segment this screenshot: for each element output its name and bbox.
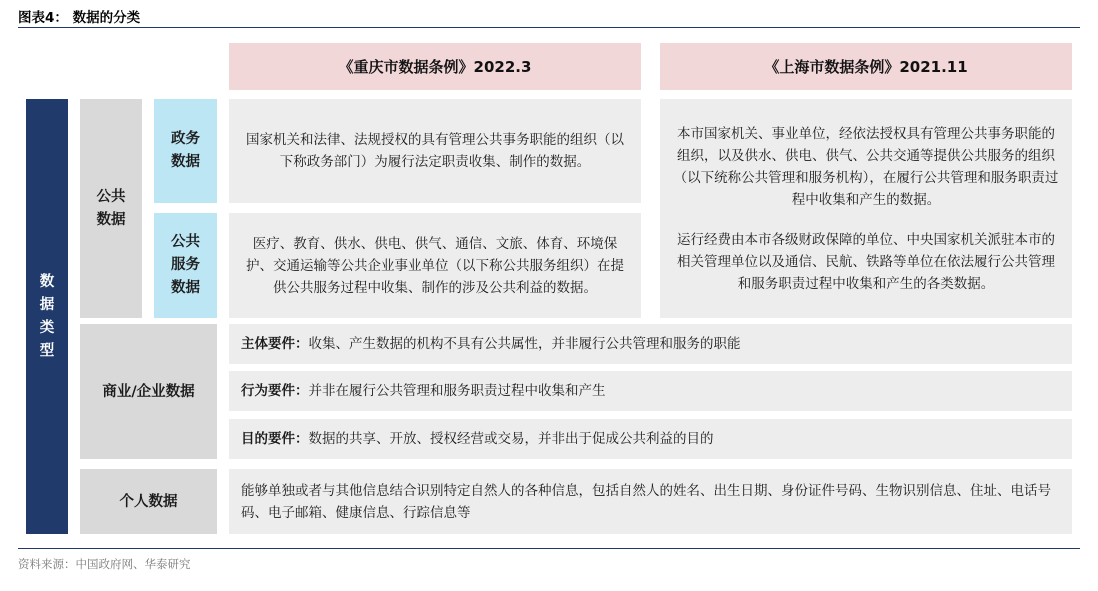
data-type-label (26, 99, 68, 534)
top-rule (18, 27, 1080, 28)
public-service-data-text: 公共服务数据 (171, 234, 200, 296)
personal-data-desc: 能够单独或者与其他信息结合识别特定自然人的各种信息，包括自然人的姓名、出生日期、身份证件号码、生物识别信息、住址、电话号码、电子邮箱、健康信息、行踪信息等 (241, 482, 1051, 521)
business-row-subject (229, 324, 1072, 364)
bottom-rule (18, 548, 1080, 549)
business-row-text: 收集、产生数据的机构不具有公共属性，并非履行公共管理和服务的职能 (308, 336, 741, 352)
header-chongqing: 《重庆市数据条例》2022.3 (229, 43, 641, 90)
business-row-key: 目的要件： (241, 431, 309, 447)
figure-caption: 图表4： 数据的分类 (18, 10, 141, 26)
business-row-behavior (229, 371, 1072, 411)
chongqing-gov-data-text: 国家机关和法律、法规授权的具有管理公共事务职能的组织（以下称政务部门）为履行法定职责收集、制作的数据。 (246, 132, 624, 170)
personal-data-label (80, 469, 217, 534)
business-row-key: 主体要件： (241, 336, 309, 352)
business-data-text: 商业/企业数据 (102, 383, 195, 400)
business-data-label (80, 324, 217, 459)
business-row-text: 数据的共享、开放、授权经营或交易，并非出于促成公共利益的目的 (308, 431, 714, 447)
chongqing-gov-data-cell (229, 99, 641, 203)
public-data-label (80, 99, 142, 318)
header-shanghai: 《上海市数据条例》2021.11 (660, 43, 1072, 90)
public-data-text: 公共数据 (96, 188, 126, 228)
source-note: 资料来源：中国政府网、华泰研究 (18, 557, 191, 571)
shanghai-public-data-p1: 本市国家机关、事业单位，经依法授权具有管理公共事务职能的组织，以及供水、供电、供气、公共交通等提供公共服务的组织（以下统称公共管理和服务机构），在履行公共管理和服务职责过程中收集和产生的数据。 (673, 125, 1059, 208)
shanghai-public-data-cell (660, 99, 1072, 318)
gov-data-text: 政务数据 (171, 131, 200, 170)
business-row-purpose (229, 419, 1072, 459)
public-service-data-label (154, 213, 217, 318)
gov-data-label (154, 99, 217, 203)
personal-data-cell (229, 469, 1072, 534)
shanghai-public-data-p2: 运行经费由本市各级财政保障的单位、中央国家机关派驻本市的相关管理单位以及通信、民航、铁路等单位在依法履行公共管理和服务职责过程中收集和产生的各类数据。 (677, 231, 1055, 292)
chongqing-public-service-text: 医疗、教育、供水、供电、供气、通信、文旅、体育、环境保护、交通运输等公共企业事业单位（以下称公共服务组织）在提供公共服务过程中收集、制作的涉及公共利益的数据。 (246, 235, 624, 296)
chongqing-public-service-cell (229, 213, 641, 318)
business-row-key: 行为要件： (241, 383, 309, 399)
data-type-text: 数据类型 (39, 273, 55, 359)
personal-data-text: 个人数据 (119, 493, 178, 510)
business-row-text: 并非在履行公共管理和服务职责过程中收集和产生 (308, 383, 606, 399)
